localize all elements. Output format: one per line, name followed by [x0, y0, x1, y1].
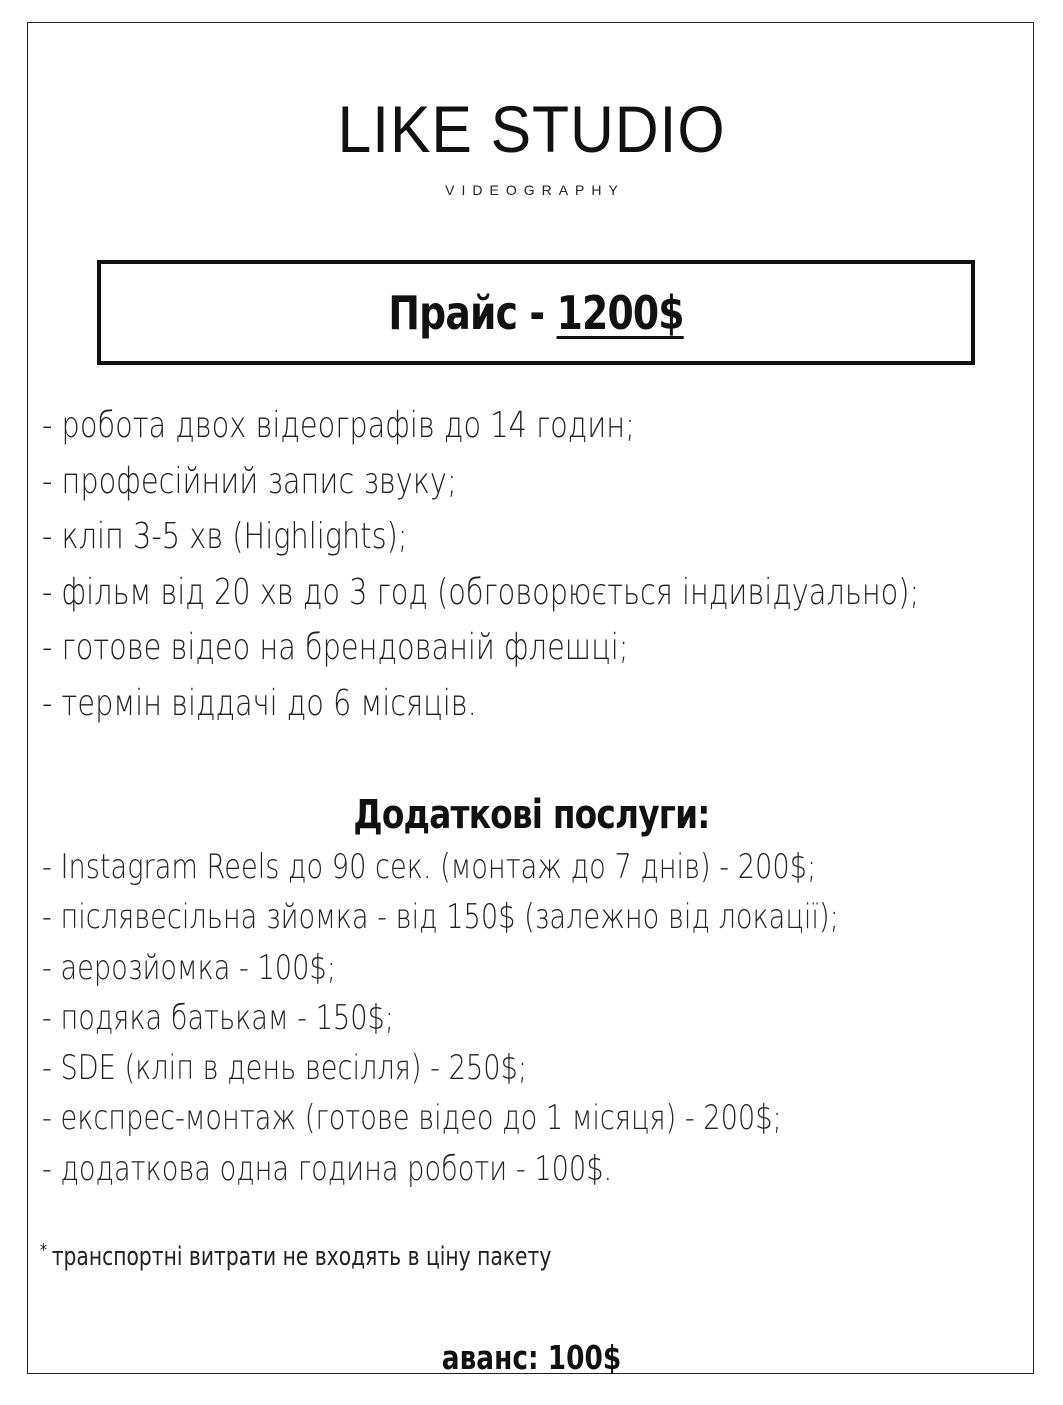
extras-list — [42, 842, 839, 1194]
package-item: - професійний запис звуку; — [42, 460, 457, 502]
extra-item: - аерозйомка - 100$; — [42, 947, 336, 988]
package-item: - робота двох відеографів до 14 годин; — [42, 405, 635, 446]
extra-item: - SDE (кліп в день весілля) - 250$; — [42, 1048, 527, 1089]
extra-item: - експрес-монтаж (готове відео до 1 місяця) - 200$; — [42, 1098, 782, 1139]
advance-payment: аванс: 100$ — [441, 1338, 622, 1377]
footnote — [40, 1242, 551, 1272]
price-title — [388, 286, 683, 340]
extra-item: - подяка батькам - 150$; — [42, 997, 394, 1038]
extras-heading: Додаткові послуги: — [353, 792, 710, 838]
studio-logo-subtitle: VIDEOGRAPHY — [445, 182, 625, 198]
studio-logo: LIKE STUDIO — [337, 92, 726, 166]
price-box — [97, 260, 975, 365]
package-item: - термін віддачі до 6 місяців. — [42, 682, 477, 724]
package-item: - кліп 3-5 хв (Highlights); — [42, 516, 408, 557]
extra-item: - післявесільна зйомка - від 150$ (залежно від локації); — [42, 897, 839, 938]
footnote-marker: * — [40, 1240, 48, 1261]
extra-item: - додаткова одна година роботи - 100$. — [42, 1148, 613, 1189]
price-amount: 1200$ — [556, 285, 684, 340]
footnote-text: транспортні витрати не входять в ціну пакету — [51, 1242, 552, 1272]
package-item: - готове відео на брендованій флешці; — [42, 627, 629, 668]
package-item: - фільм від 20 хв до 3 год (обговорюється індивідуально); — [42, 571, 920, 613]
extra-item: - Instagram Reels до 90 сек. (монтаж до 7 днів) - 200$; — [42, 847, 817, 887]
price-label: Прайс - — [388, 285, 557, 340]
package-items-list — [42, 398, 919, 731]
